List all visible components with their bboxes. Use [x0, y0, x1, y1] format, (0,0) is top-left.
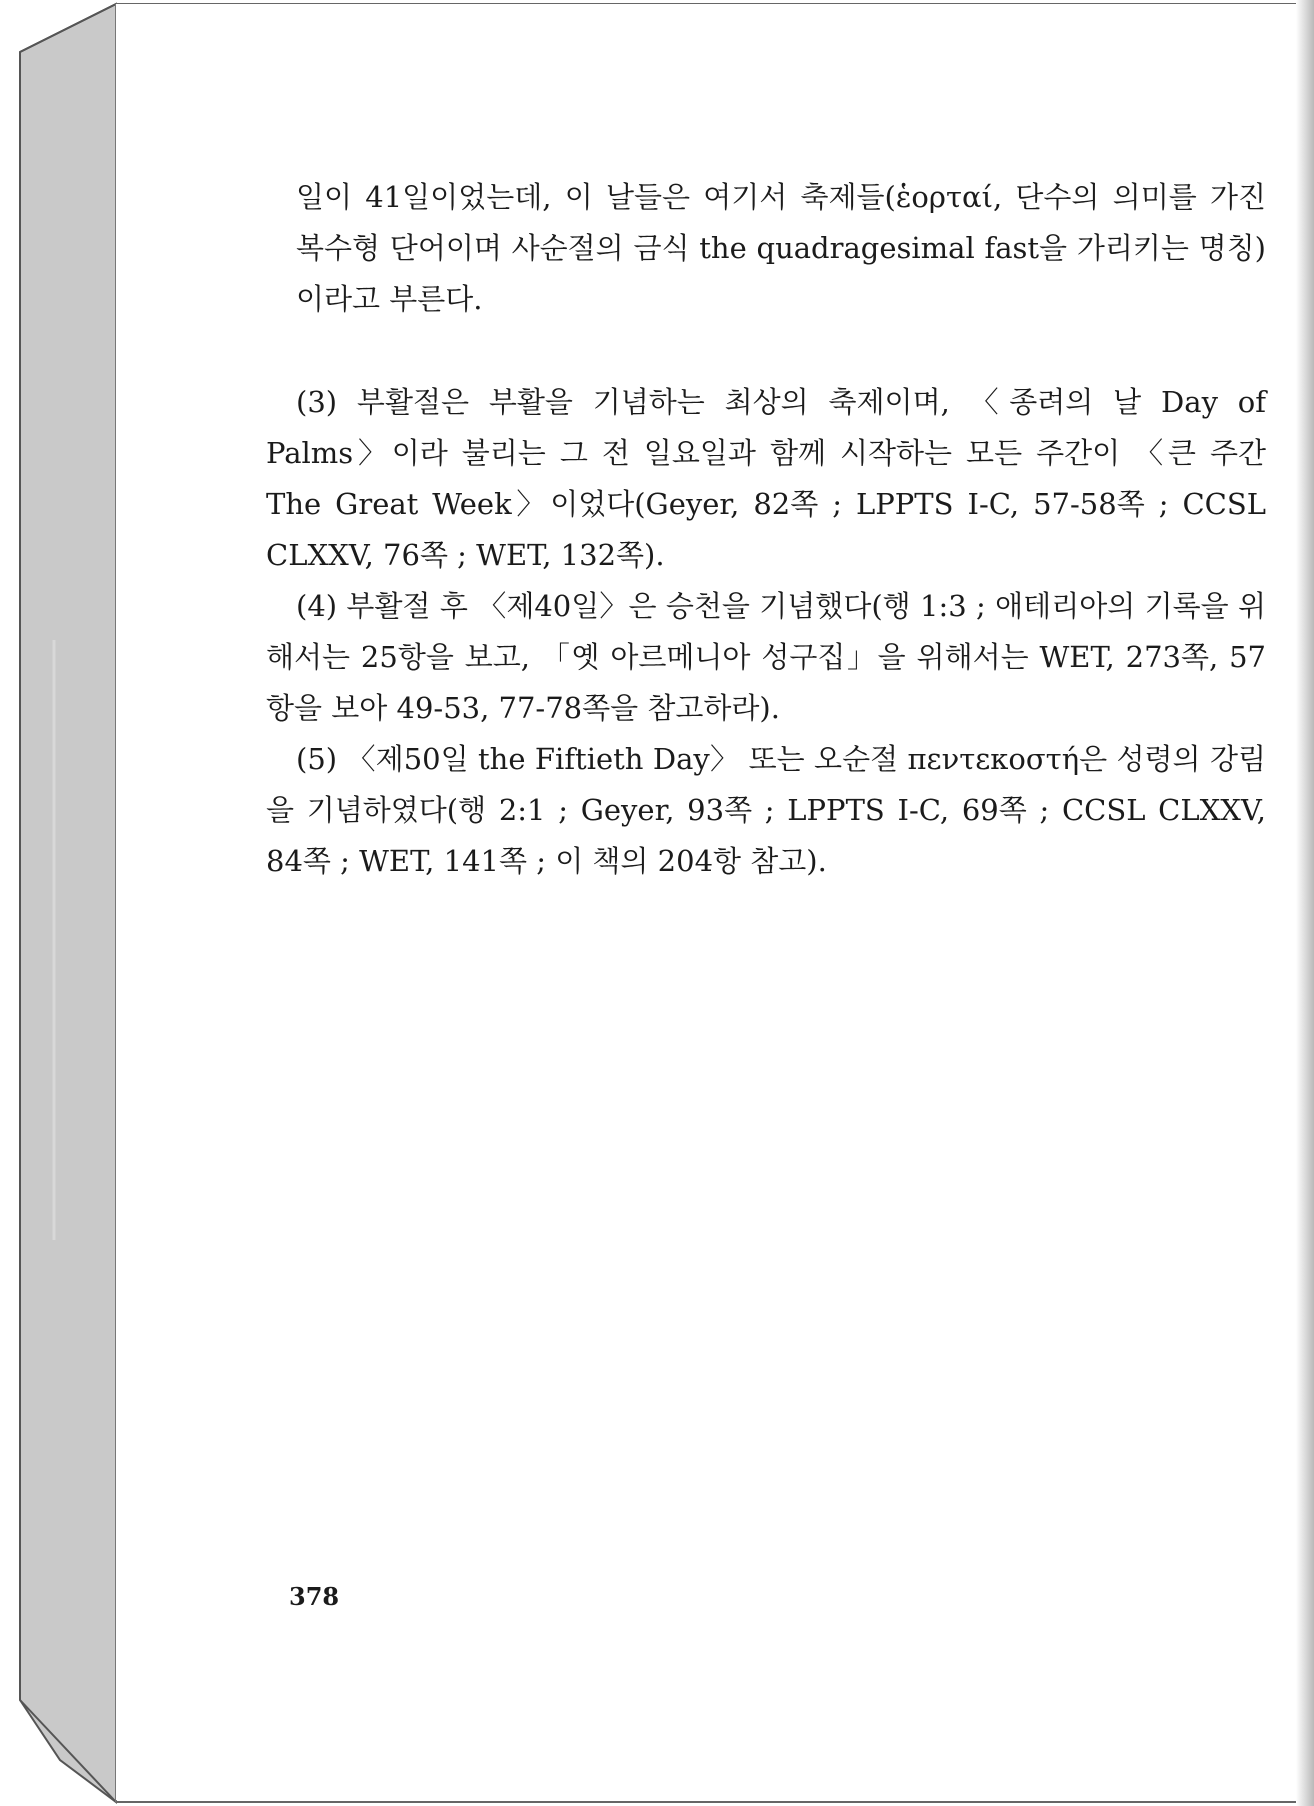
book-page	[116, 4, 1296, 1800]
paragraph-3: (3) 부활절은 부활을 기념하는 최상의 축제이며, 〈종려의 날 Day of Palms〉이라 불리는 그 전 일요일과 함께 시작하는 모든 주간이 〈큰 주간 The Great Week〉이었다(Geyer, 82쪽 ; LPPTS I-C, 57-58쪽 ; CCSL CLXXV, 76쪽 ; WET, 132쪽).	[266, 385, 1266, 572]
page-edge-shadow	[1296, 0, 1314, 1806]
paragraph-5: (5) 〈제50일 the Fiftieth Day〉 또는 오순절 πεντεκοστή은 성령의 강림을 기념하였다(행 2:1 ; Geyer, 93쪽 ; LPPTS I-C, 69쪽 ; CCSL CLXXV, 84쪽 ; WET, 141쪽 ; 이 책의 204항 참고).	[266, 742, 1266, 878]
paragraph-4: (4) 부활절 후 〈제40일〉은 승천을 기념했다(행 1:3 ; 애테리아의 기록을 위해서는 25항을 보고, 「옛 아르메니아 성구집」을 위해서는 WET, 273쪽, 57항을 보아 49-53, 77-78쪽을 참고하라).	[266, 589, 1266, 725]
page-number: 378	[289, 1582, 340, 1611]
body-text	[266, 172, 1266, 887]
paragraph-continuation: 일이 41일이었는데, 이 날들은 여기서 축제들(ἑορταί, 단수의 의미를 가진 복수형 단어이며 사순절의 금식 the quadragesimal fast을 가리키는 명칭)이라고 부른다.	[296, 180, 1266, 316]
